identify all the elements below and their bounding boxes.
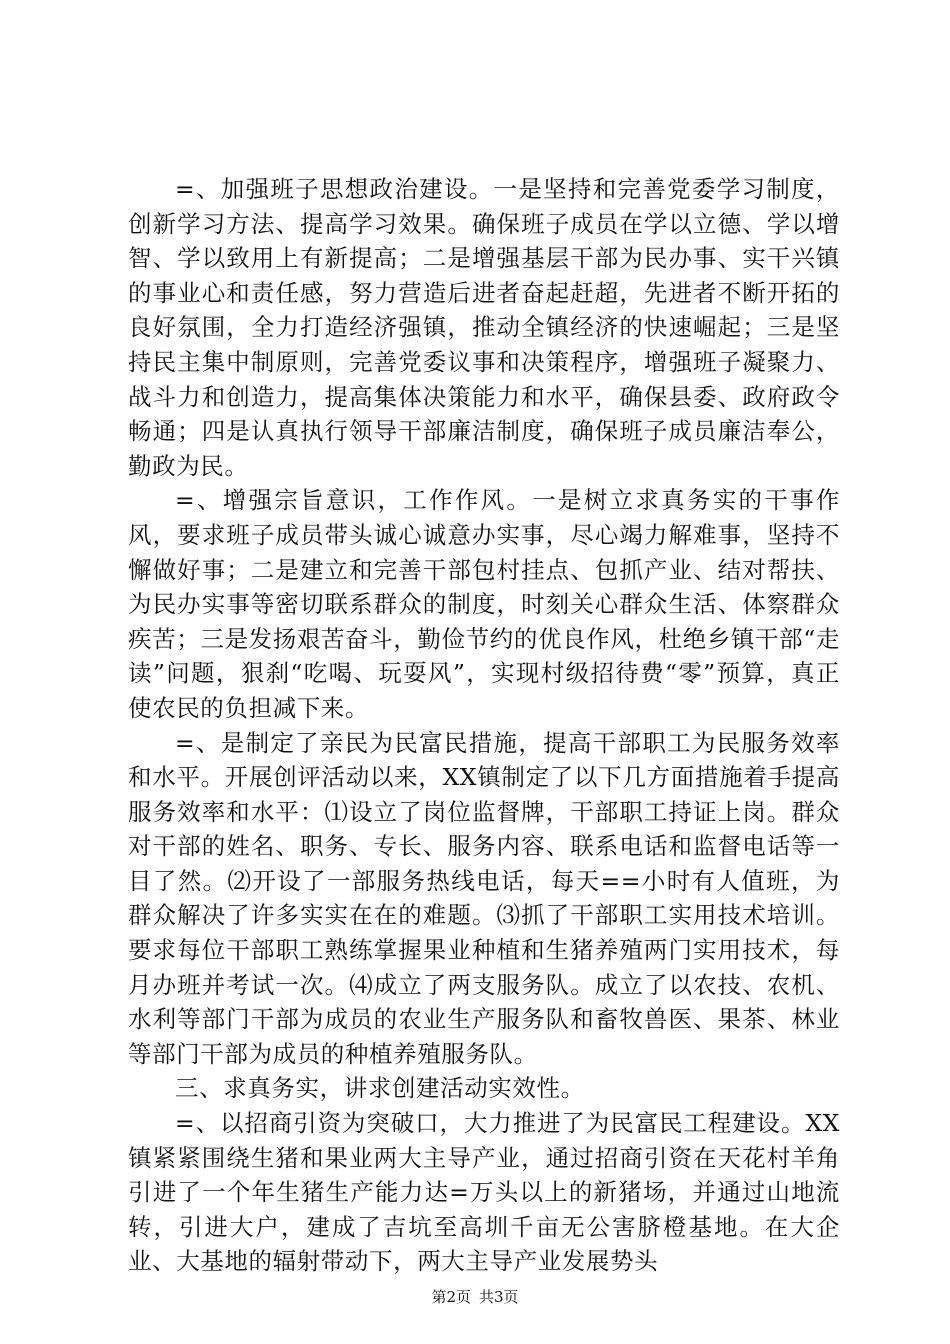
section-heading-three: 三、求真务实，讲求创建活动实效性。 — [175, 1074, 585, 1103]
page-number: 第2页 — [431, 1288, 471, 1306]
paragraph-investment-attraction: =、以招商引资为突破口，大力推进了为民富民工程建设。XX镇紧紧围绕生猪和果业两大主导产业，通过招商引资在天花村羊角引进了一个年生猪生产能力达=万头以上的新猪场，并通过山地流转，引进大户，建成了吉坑至高圳千亩无公害脐橙基地。在大企业、大基地的辐射带动下，两大主导产业发展势头 — [128, 1109, 840, 1276]
paragraph-purpose-awareness: =、增强宗旨意识，工作作风。一是树立求真务实的干事作风，要求班子成员带头诚心诚意办实事，尽心竭力解难事，坚持不懈做好事；二是建立和完善干部包村挂点、包抓产业、结对帮扶、为民办实事等密切联系群众的制度，时刻关心群众生活、体察群众疾苦；三是发扬艰苦奋斗，勤俭节约的优良作风，杜绝乡镇干部“走读”问题，狠刹“吃喝、玩耍风”，实现村级招待费“零”预算，真正使农民的负担减下来。 — [128, 486, 840, 722]
page-total: 共3页 — [479, 1288, 519, 1306]
paragraph-service-measures: =、是制定了亲民为民富民措施，提高干部职工为民服务效率和水平。开展创评活动以来，XX镇制定了以下几方面措施着手提高服务效率和水平：⑴设立了岗位监督牌，干部职工持证上岗。群众对干部的姓名、职务、专长、服务内容、联系电话和监督电话等一目了然。⑵开设了一部服务热线电话，每天==小时有人值班，为群众解决了许多实实在在的难题。⑶抓了干部职工实用技术培训。要求每位干部职工熟练掌握果业种植和生猪养殖两门实用技术，每月办班并考试一次。⑷成立了两支服务队。成立了以农技、农机、水利等部门干部为成员的农业生产服务队和畜牧兽医、果茶、林业等部门干部为成员的种植养殖服务队。 — [128, 728, 840, 1068]
paragraph-team-ideology: =、加强班子思想政治建设。一是坚持和完善党委学习制度，创新学习方法、提高学习效果。确保班子成员在学以立德、学以增智、学以致用上有新提高；二是增强基层干部为民办事、实干兴镇的事业心和责任感，努力营造后进者奋起赶超，先进者不断开拓的良好氛围，全力打造经济强镇，推动全镇经济的快速崛起；三是坚持民主集中制原则，完善党委议事和决策程序，增强班子凝聚力、战斗力和创造力，提高集体决策能力和水平，确保县委、政府政令畅通；四是认真执行领导干部廉洁制度，确保班子成员廉洁奉公，勤政为民。 — [128, 175, 840, 480]
page-footer — [0, 1287, 950, 1307]
document-body — [128, 172, 840, 1279]
